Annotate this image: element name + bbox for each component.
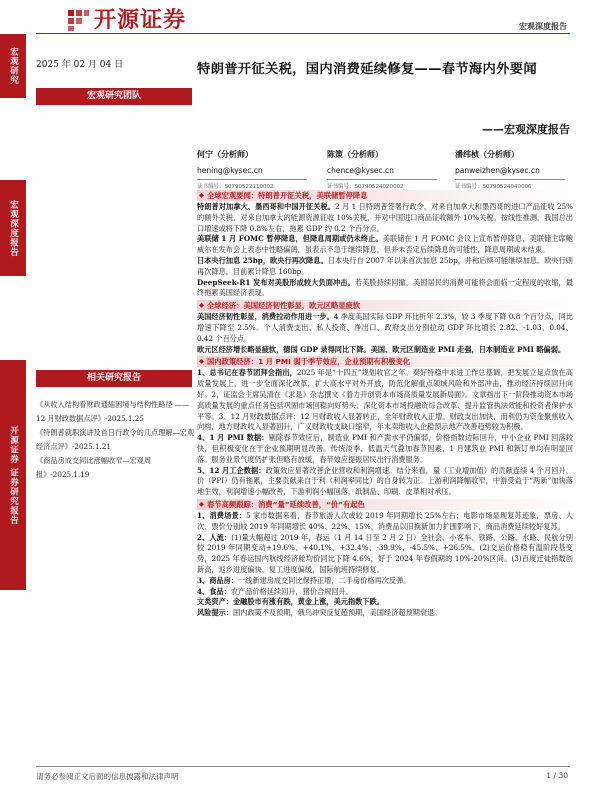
- paragraph-lead: 4、1 月 PMI 数据：: [197, 433, 269, 443]
- header-divider: [36, 33, 570, 34]
- summary-paragraph: [197, 533, 573, 576]
- analyst-card: [327, 149, 437, 190]
- paragraph-text: 农产品价格延续回升，猪价合规回升。: [230, 586, 353, 596]
- paragraph-text: 若美股持续回撤，美国居民的消费可能将会面临一定程度的收缩，最终拖累美国经济表现。: [197, 277, 573, 298]
- summary-paragraph: [197, 312, 573, 344]
- logo-mark-icon: [66, 7, 90, 31]
- paragraph-text: 剔除春节效应后，制造业 PMI 和产需水平仍偏弱，价格指数边际回升，中小企业 PMI 回落较快，但积极变化在于企业预期明显改善。传统淡季、低温天气叠加春节因素，1 月建筑业 PMI 和新订单均有明显回落。服务业景气度仍扩张但略有放缓，春节效应提振居民出行消费服务。: [197, 433, 574, 464]
- related-report-link[interactable]: 《从收入结构看财政通缩困境与结构性路径 ——12 月财政数据点评》-2025.1.25: [36, 400, 190, 423]
- paragraph-lead: 3、商品房：: [197, 575, 238, 585]
- footer-divider: [36, 766, 570, 767]
- summary-paragraph: [197, 345, 573, 356]
- section-heading: [197, 300, 573, 311]
- analyst-email[interactable]: hening@kysec.cn: [197, 166, 263, 175]
- sidebar-tab-broker: 开源证券 证券研究报告: [0, 360, 26, 590]
- related-report-link[interactable]: 《特朗普就职演讲及首日行政令的几点理解—宏观经济点评》-2025.1.21: [36, 428, 195, 451]
- analyst-card: [455, 149, 565, 190]
- paragraph-text: 2025 年是“十四五”规划收官之年。奏好特稳中求进工作总基调，把发展立足点放在高质量发展上，进一步全面深化改革，扩大高水平对外开放，防范化解重点领域风险和外部冲击，推动经济持续回升向好。2、证监会主席吴清在《求是》杂志撰文《着力开创资本市场高质量发展新局面》。文章指出下一阶段推动资本市场高质量发展的重点任务包括巩固市场回稳向好势头、深化资本市场投融资综合改革、提升监管执法效能和投资者保护水平等。3、12 月财政数据点评：12 月财政收入显著转正，全年财政收入正增。财政支出加快，而利仍为资金聚焦收入向构，地方财政收入显著回升，广义财政收支缺口缩窄，年末卖地收入企稳预示地产改善趋势较为积极。: [197, 368, 573, 432]
- summary-paragraph: [197, 368, 573, 433]
- report-date: 2025 年 02 月 04 日: [36, 60, 124, 70]
- sidebar-tab-report-type: 宏观深度报告: [0, 180, 26, 276]
- related-report-link[interactable]: 《商品房成交同比涨幅收窄—宏观周报》-2025.1.19: [36, 456, 152, 479]
- paragraph-text: 5 家市数据来看，春节旅游人次或较 2019 年同期增长 25%左右；电影市场显现复苏迹象，票房、人次、票价分别较 2019 年同期增长 40%、22%、15%，消费品以旧换新加力扩围影响下，商品消费延续较好复苏。: [197, 510, 573, 531]
- brand-logo: [66, 3, 186, 34]
- team-label: 宏观研究团队: [36, 88, 192, 105]
- analyst-cert: 证书编号：S0790524020002: [327, 179, 437, 190]
- paragraph-lead: 1、消费场景：: [197, 510, 247, 520]
- summary-paragraph: [197, 433, 573, 465]
- summary-paragraph: [197, 608, 573, 619]
- summary-paragraph: [197, 256, 573, 278]
- paragraph-lead: 文类资产：金融股市有涨有跌，黄金上涨，美元指数下跌。: [197, 597, 384, 607]
- paragraph-lead: 2、人流：: [197, 532, 232, 542]
- paragraph-lead: 日本央行加息 25bp，欧央行再次降息。: [197, 255, 328, 265]
- report-subtitle: ——宏观深度报告: [482, 123, 570, 136]
- summary-paragraph: [197, 466, 573, 498]
- analyst-email[interactable]: chence@kysec.cn: [327, 166, 394, 175]
- summary-paragraph: [197, 202, 573, 234]
- analyst-card: [197, 149, 307, 190]
- report-summary: [197, 189, 573, 619]
- paragraph-text: 4 季度美国实际 GDP 环比折年 2.3%，较 3 季度下降 0.8 个百分点，同比增速下降至 2.5%。个人消费支出、私人投资、净出口、政府支出分别拉动 GDP 环比增长 2.82、-1.03、0.04、0.42 个百分点。: [197, 312, 573, 343]
- section-heading: [197, 356, 573, 367]
- paragraph-lead: DeepSeek-R1 发布对美股形成较大负面冲击。: [197, 277, 355, 287]
- section-heading-text: 全球宏观要闻：特朗普开征关税，美联储暂停降息: [207, 191, 368, 200]
- related-reports-list: [36, 398, 196, 482]
- section-heading: [197, 190, 573, 201]
- paragraph-text: 2 月 1 日特朗普签署行政令，对来自加拿大和墨西哥的进口产品征收 25%的额外关税，对来自加拿大的能源资源征收 10%关税，并对中国进口商品征收额外 10%关税。按线性推测，我国总出口增速或将下降 0.8%左右，拖累 GDP 约 0.2 个百分点。: [197, 202, 573, 233]
- paragraph-text: (1)量大幅超过 2019 年，春运（1 月 14 日至 2 月 2 日）全社会、小客车、铁路、公路、水路、民航分别较 2019 年同期变动+19.6%、+40.1%、+32.4%、-39.9%、-45.5%、+26.5%。(2)交运价格稳有温阶段基变势，2025 年春运国内航线经济舱均价同比下降 4.6%，好于 2024 年春假期的 10%-20%区间。(3)百度迁徙指数创新高，返乡进度偏快，复工进度偏缓，国际航班持续修复。: [197, 532, 573, 574]
- analyst-cert: 证书编号：S0790522110002: [197, 179, 307, 190]
- paragraph-text: 国内政策不及预期，俄乌冲突反复超预期，美国经济超预期衰退。: [232, 608, 442, 618]
- diamond-bullet-icon: ◆: [199, 301, 204, 310]
- paragraph-lead: 4、食品：: [197, 586, 231, 596]
- paragraph-lead: 美国经济韧性彰显，消费拉动作用进一步。: [197, 312, 334, 322]
- analyst-name: 陈策（分析师）: [327, 150, 383, 159]
- section-heading-text: 全球经济：美国经济韧性彰显，欧元区略显疲软: [207, 301, 361, 311]
- paragraph-text: 日本央行自 2007 年以来首次加息 25bp，并称后续可能继续加息。欧央行则再次降息，目前累计降息 160bp。: [197, 255, 573, 276]
- summary-paragraph: [197, 587, 573, 598]
- diamond-bullet-icon: ◆: [199, 357, 204, 366]
- header-report-type: 宏观深度报告: [519, 22, 567, 31]
- section-heading-text: 国内政策经济：1 月 PMI 弱于季节效应，企业预期有积极变化: [207, 357, 411, 367]
- section-heading-text: 春节高频跟踪：消费“量”延续改善，“价”有起色: [207, 499, 365, 509]
- analyst-cert: 证书编号：S0790524040006: [455, 179, 565, 190]
- page-number: 1 / 30: [546, 771, 568, 780]
- paragraph-lead: 美联储 1 月 FOMC 暂停降息，但降息周期或仍未终止。: [197, 234, 383, 244]
- summary-paragraph: [197, 278, 573, 300]
- summary-paragraph: [197, 511, 573, 533]
- paragraph-lead: 欧元区经济增长略显疲软，德国 GDP 录得同比下降。美国、欧元区制造业 PMI 走强，日本制造业 PMI 略偏弱。: [197, 344, 566, 354]
- paragraph-lead: 1、总书记在春节团拜会指出，: [197, 368, 297, 378]
- paragraph-text: 美联储在 1 月 FOMC 会议上宣布暂停降息，美联储主席鲍威尔在发布会上表态中性略偏鸽，虽表示不急于继续降息，但并未否定后续降息的可能性，降息周期或未结束。: [197, 234, 573, 255]
- diamond-bullet-icon: ◆: [199, 499, 204, 508]
- related-reports-label: 相关研究报告: [36, 370, 192, 387]
- analyst-list: [197, 149, 573, 191]
- report-title: 特朗普开征关税，国内消费延续修复——春节海内外要闻: [197, 62, 537, 77]
- analyst-name: 何宁（分析师）: [197, 150, 253, 159]
- summary-paragraph: [197, 597, 573, 608]
- analyst-email[interactable]: panweizhen@kysec.cn: [455, 166, 540, 175]
- summary-paragraph: [197, 576, 573, 587]
- paragraph-lead: 5、12 月工企数据：: [197, 465, 266, 475]
- paragraph-lead: 风险提示：: [197, 608, 233, 618]
- paragraph-lead: 特朗普对加拿大、墨西哥和中国开征关税。: [197, 202, 336, 211]
- section-heading: [197, 499, 573, 510]
- paragraph-text: 一线新建房成交同比保持正增，二手房价格再次反弹。: [237, 575, 411, 585]
- sidebar-tab-macro-research: 宏观研究: [0, 34, 26, 98]
- logo-text: 开源证券: [94, 8, 187, 33]
- footer-disclaimer: 请务必参阅正文后面的信息披露和法律声明: [36, 772, 179, 781]
- summary-paragraph: [197, 234, 573, 256]
- diamond-bullet-icon: ◆: [199, 191, 204, 199]
- analyst-name: 潘纬桢（分析师）: [455, 150, 519, 159]
- paragraph-text: 政策效应显著改善企业营收和利润增速。结分来看，量（工业增加值）的贡献连续 4 个月回升，价（PPI）仍有拖累，主要贡献来自于利（利润率同比）的自身转为正。上游利润降幅收窄，中游受益于“两新”加快落地生效，利润增速小幅改善，下游利润小幅回落，纸制品、印刷、皮革相对承压。: [197, 465, 573, 497]
